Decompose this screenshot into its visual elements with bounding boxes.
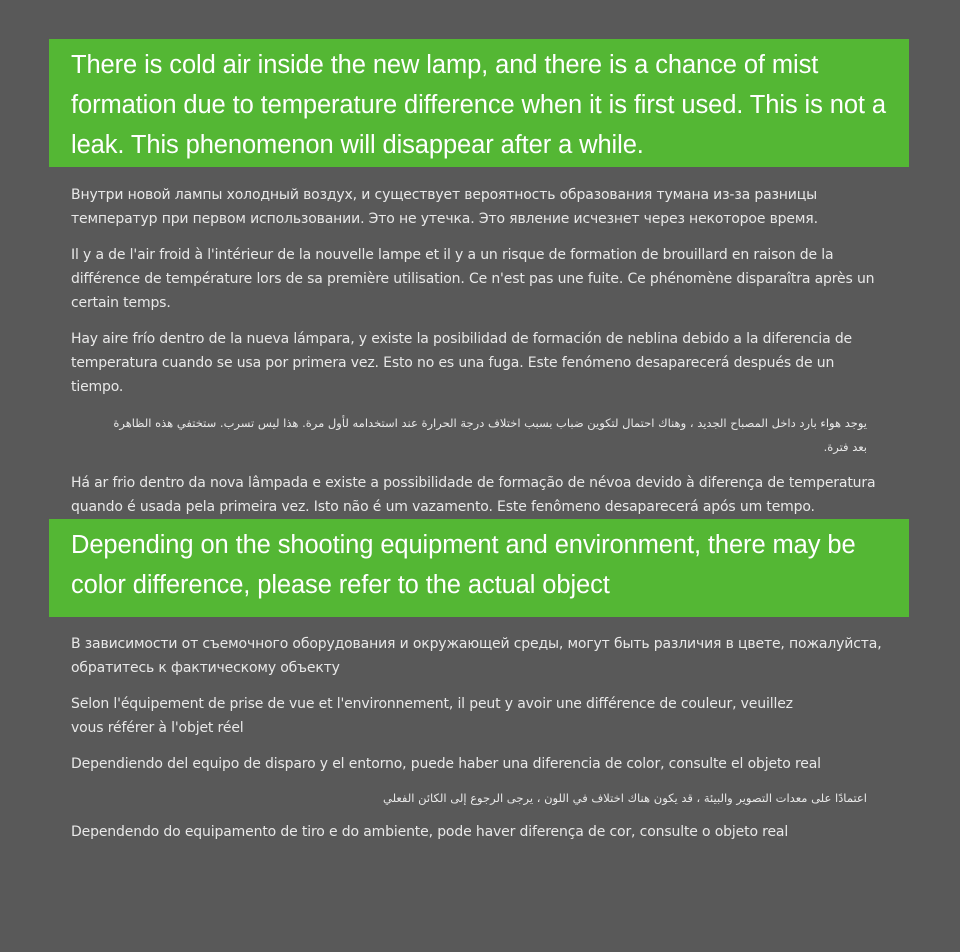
- mist-notice-arabic: يوجد هواء بارد داخل المصباح الجديد ، وهناك احتمال لتكوين ضباب بسبب اختلاف درجة الحرارة عند استخدامه لأول مرة. هذا ليس تسرب. ستختفي هذه الظاهرة بعد فترة.: [113, 416, 867, 454]
- mist-notice-french: Il y a de l'air froid à l'intérieur de la nouvelle lampe et il y a un risque de formation de brouillard en raison de la différence de température lors de sa première utilisation. Ce n'est pas une fuite. Ce phénomène disparaîtra après un certain temps.: [71, 247, 875, 311]
- color-notice-russian: В зависимости от съемочного оборудования и окружающей среды, могут быть различия в цвете, пожалуйста, обратитесь к фактическому объекту: [71, 636, 882, 676]
- color-notice-arabic: اعتمادًا على معدات التصوير والبيئة ، قد يكون هناك اختلاف في اللون ، يرجى الرجوع إلى الكائن الفعلي: [382, 791, 867, 805]
- mist-notice-russian: Внутри новой лампы холодный воздух, и существует вероятность образования тумана из-за разницы температур при первом использовании. Это не утечка. Это явление исчезнет через некоторое время.: [71, 187, 818, 227]
- mist-notice-section: [49, 39, 909, 519]
- color-notice-spanish: Dependiendo del equipo de disparo y el entorno, puede haber una diferencia de color, consulte el objeto real: [71, 756, 821, 772]
- color-notice-french: Selon l'équipement de prise de vue et l'environnement, il peut y avoir une différence de couleur, veuillez vous référer à l'objet réel: [71, 696, 793, 736]
- color-notice-heading: Depending on the shooting equipment and environment, there may be color difference, please refer to the actual object: [49, 519, 909, 617]
- mist-notice-heading: There is cold air inside the new lamp, and there is a chance of mist formation due to temperature difference when it is first used. This is not a leak. This phenomenon will disappear after a while.: [49, 39, 909, 167]
- color-notice-translations: [49, 632, 909, 844]
- color-notice-section: [49, 519, 909, 844]
- mist-notice-translations: [49, 183, 909, 519]
- mist-notice-portuguese: Há ar frio dentro da nova lâmpada e existe a possibilidade de formação de névoa devido à diferença de temperatura quando é usada pela primeira vez. Isto não é um vazamento. Este fenômeno desaparecerá após um tempo.: [71, 475, 876, 515]
- mist-notice-spanish: Hay aire frío dentro de la nueva lámpara, y existe la posibilidad de formación de neblina debido a la diferencia de temperatura cuando se usa por primera vez. Esto no es una fuga. Este fenómeno desaparecerá después de un tiempo.: [71, 331, 853, 395]
- color-notice-portuguese: Dependendo do equipamento de tiro e do ambiente, pode haver diferença de cor, consulte o objeto real: [71, 824, 789, 840]
